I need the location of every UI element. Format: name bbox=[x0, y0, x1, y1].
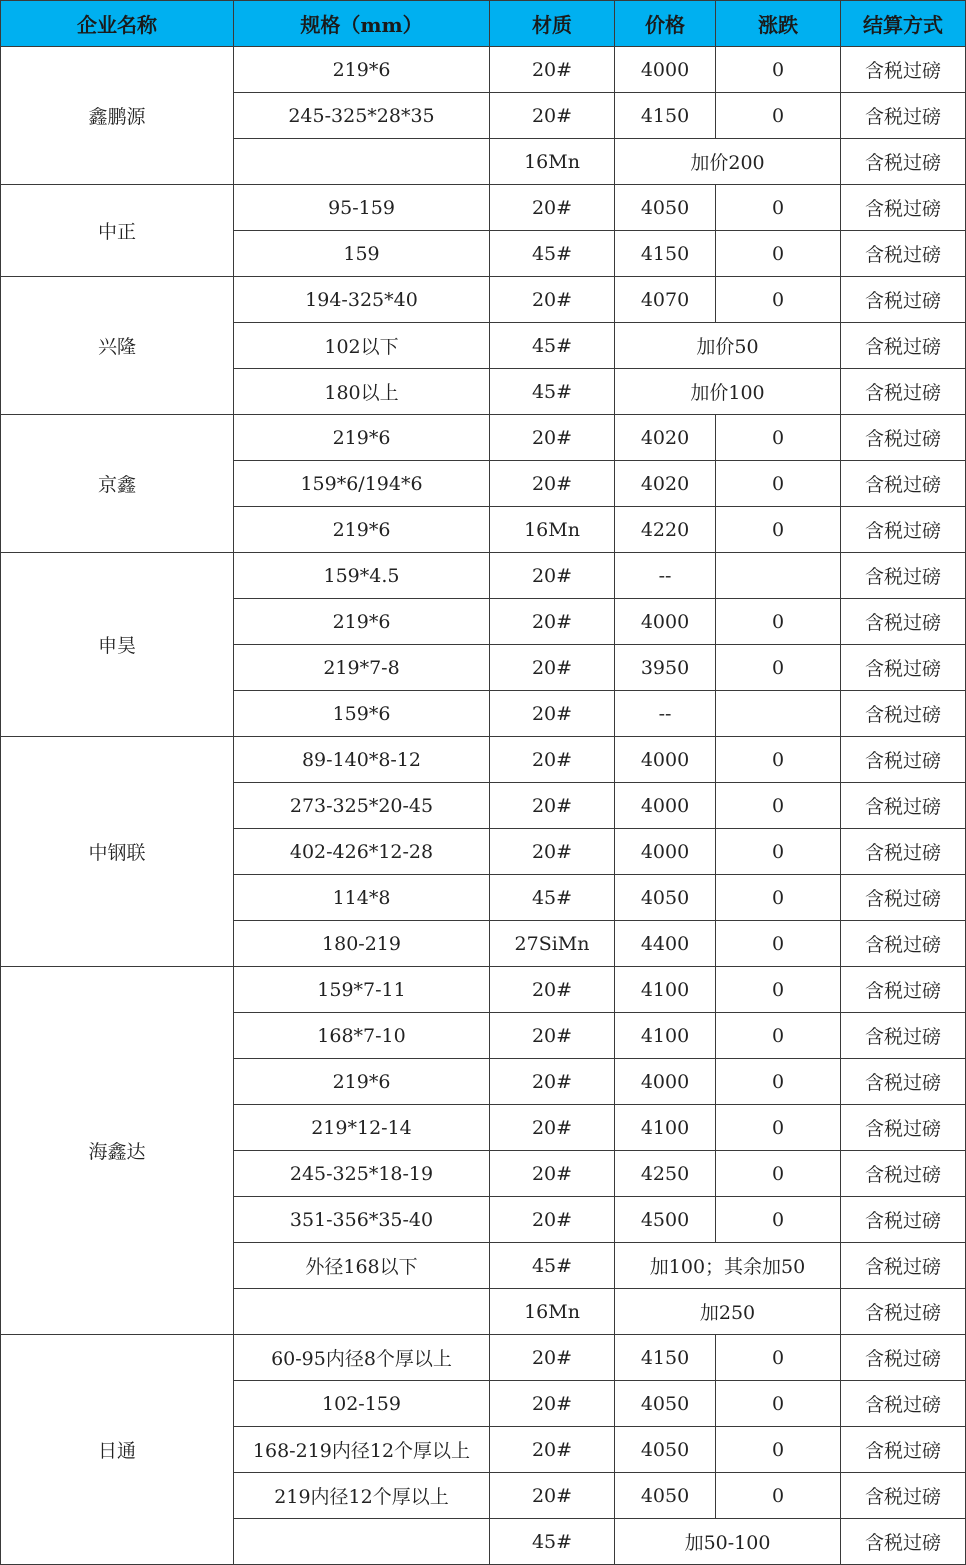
material-cell: 20# bbox=[490, 645, 615, 691]
spec-cell: 159*4.5 bbox=[234, 553, 490, 599]
price-cell: 4220 bbox=[615, 507, 716, 553]
material-cell: 45# bbox=[490, 1243, 615, 1289]
spec-cell: 外径168以下 bbox=[234, 1243, 490, 1289]
material-cell: 45# bbox=[490, 875, 615, 921]
spec-cell: 159*6 bbox=[234, 691, 490, 737]
company-name-cell: 鑫鹏源 bbox=[1, 47, 234, 185]
material-cell: 20# bbox=[490, 1197, 615, 1243]
spec-cell: 219*6 bbox=[234, 507, 490, 553]
settlement-cell: 含税过磅 bbox=[841, 231, 966, 277]
material-cell: 20# bbox=[490, 829, 615, 875]
material-cell: 45# bbox=[490, 231, 615, 277]
spec-cell: 102-159 bbox=[234, 1381, 490, 1427]
header-spec: 规格（mm） bbox=[234, 1, 490, 47]
spec-cell: 89-140*8-12 bbox=[234, 737, 490, 783]
change-cell: 0 bbox=[716, 783, 841, 829]
material-cell: 16Mn bbox=[490, 507, 615, 553]
spec-cell: 402-426*12-28 bbox=[234, 829, 490, 875]
price-cell: 4070 bbox=[615, 277, 716, 323]
settlement-cell: 含税过磅 bbox=[841, 185, 966, 231]
settlement-cell: 含税过磅 bbox=[841, 1151, 966, 1197]
change-cell: 0 bbox=[716, 507, 841, 553]
settlement-cell: 含税过磅 bbox=[841, 1105, 966, 1151]
spec-cell: 245-325*18-19 bbox=[234, 1151, 490, 1197]
material-cell: 27SiMn bbox=[490, 921, 615, 967]
spec-cell: 180以上 bbox=[234, 369, 490, 415]
price-note-cell: 加价50 bbox=[615, 323, 841, 369]
price-note-cell: 加250 bbox=[615, 1289, 841, 1335]
price-cell: 4000 bbox=[615, 47, 716, 93]
header-company: 企业名称 bbox=[1, 1, 234, 47]
change-cell: 0 bbox=[716, 1059, 841, 1105]
settlement-cell: 含税过磅 bbox=[841, 47, 966, 93]
spec-cell: 219*12-14 bbox=[234, 1105, 490, 1151]
settlement-cell: 含税过磅 bbox=[841, 967, 966, 1013]
material-cell: 20# bbox=[490, 1427, 615, 1473]
price-cell: 4100 bbox=[615, 1105, 716, 1151]
material-cell: 20# bbox=[490, 415, 615, 461]
spec-cell: 245-325*28*35 bbox=[234, 93, 490, 139]
settlement-cell: 含税过磅 bbox=[841, 737, 966, 783]
material-cell: 16Mn bbox=[490, 1289, 615, 1335]
material-cell: 20# bbox=[490, 737, 615, 783]
price-cell: 4100 bbox=[615, 1013, 716, 1059]
change-cell: 0 bbox=[716, 415, 841, 461]
spec-cell: 219*6 bbox=[234, 599, 490, 645]
price-cell: 4000 bbox=[615, 737, 716, 783]
price-cell: -- bbox=[615, 691, 716, 737]
settlement-cell: 含税过磅 bbox=[841, 323, 966, 369]
change-cell: 0 bbox=[716, 231, 841, 277]
change-cell: 0 bbox=[716, 93, 841, 139]
spec-cell: 159*7-11 bbox=[234, 967, 490, 1013]
spec-cell: 219*6 bbox=[234, 1059, 490, 1105]
change-cell: 0 bbox=[716, 1473, 841, 1519]
settlement-cell: 含税过磅 bbox=[841, 277, 966, 323]
spec-cell: 95-159 bbox=[234, 185, 490, 231]
price-cell: 4100 bbox=[615, 967, 716, 1013]
price-cell: 4150 bbox=[615, 231, 716, 277]
settlement-cell: 含税过磅 bbox=[841, 1473, 966, 1519]
price-cell: 4000 bbox=[615, 599, 716, 645]
material-cell: 20# bbox=[490, 93, 615, 139]
material-cell: 20# bbox=[490, 691, 615, 737]
price-cell: 4000 bbox=[615, 829, 716, 875]
change-cell: 0 bbox=[716, 1151, 841, 1197]
spec-cell: 219*6 bbox=[234, 47, 490, 93]
spec-cell: 168*7-10 bbox=[234, 1013, 490, 1059]
material-cell: 20# bbox=[490, 1335, 615, 1381]
material-cell: 16Mn bbox=[490, 139, 615, 185]
company-name-cell: 中正 bbox=[1, 185, 234, 277]
settlement-cell: 含税过磅 bbox=[841, 1427, 966, 1473]
change-cell: 0 bbox=[716, 47, 841, 93]
change-cell: 0 bbox=[716, 599, 841, 645]
settlement-cell: 含税过磅 bbox=[841, 1335, 966, 1381]
spec-cell: 168-219内径12个厚以上 bbox=[234, 1427, 490, 1473]
spec-cell bbox=[234, 139, 490, 185]
price-cell: 4020 bbox=[615, 415, 716, 461]
settlement-cell: 含税过磅 bbox=[841, 139, 966, 185]
spec-cell: 159*6/194*6 bbox=[234, 461, 490, 507]
material-cell: 20# bbox=[490, 1381, 615, 1427]
material-cell: 20# bbox=[490, 1013, 615, 1059]
settlement-cell: 含税过磅 bbox=[841, 1197, 966, 1243]
settlement-cell: 含税过磅 bbox=[841, 369, 966, 415]
material-cell: 20# bbox=[490, 185, 615, 231]
change-cell bbox=[716, 691, 841, 737]
settlement-cell: 含税过磅 bbox=[841, 461, 966, 507]
settlement-cell: 含税过磅 bbox=[841, 875, 966, 921]
table-row bbox=[1, 277, 966, 323]
price-cell: 4050 bbox=[615, 1473, 716, 1519]
material-cell: 45# bbox=[490, 1519, 615, 1565]
spec-cell: 219*6 bbox=[234, 415, 490, 461]
price-cell: 4050 bbox=[615, 875, 716, 921]
price-cell: 4250 bbox=[615, 1151, 716, 1197]
settlement-cell: 含税过磅 bbox=[841, 645, 966, 691]
material-cell: 20# bbox=[490, 967, 615, 1013]
settlement-cell: 含税过磅 bbox=[841, 1289, 966, 1335]
company-name-cell: 京鑫 bbox=[1, 415, 234, 553]
table-row bbox=[1, 553, 966, 599]
material-cell: 20# bbox=[490, 277, 615, 323]
price-cell: 4150 bbox=[615, 1335, 716, 1381]
price-note-cell: 加50-100 bbox=[615, 1519, 841, 1565]
company-name-cell: 申昊 bbox=[1, 553, 234, 737]
change-cell: 0 bbox=[716, 185, 841, 231]
settlement-cell: 含税过磅 bbox=[841, 599, 966, 645]
company-name-cell: 海鑫达 bbox=[1, 967, 234, 1335]
change-cell: 0 bbox=[716, 737, 841, 783]
table-row bbox=[1, 47, 966, 93]
change-cell: 0 bbox=[716, 875, 841, 921]
price-note-cell: 加价200 bbox=[615, 139, 841, 185]
material-cell: 20# bbox=[490, 783, 615, 829]
settlement-cell: 含税过磅 bbox=[841, 93, 966, 139]
spec-cell: 60-95内径8个厚以上 bbox=[234, 1335, 490, 1381]
spec-cell bbox=[234, 1519, 490, 1565]
table-row bbox=[1, 415, 966, 461]
settlement-cell: 含税过磅 bbox=[841, 507, 966, 553]
spec-cell: 102以下 bbox=[234, 323, 490, 369]
company-name-cell: 兴隆 bbox=[1, 277, 234, 415]
price-cell: 4050 bbox=[615, 1427, 716, 1473]
change-cell: 0 bbox=[716, 461, 841, 507]
change-cell: 0 bbox=[716, 1335, 841, 1381]
settlement-cell: 含税过磅 bbox=[841, 783, 966, 829]
material-cell: 20# bbox=[490, 553, 615, 599]
change-cell bbox=[716, 553, 841, 599]
change-cell: 0 bbox=[716, 1105, 841, 1151]
price-cell: 4500 bbox=[615, 1197, 716, 1243]
company-name-cell: 中钢联 bbox=[1, 737, 234, 967]
price-note-cell: 加100；其余加50 bbox=[615, 1243, 841, 1289]
change-cell: 0 bbox=[716, 645, 841, 691]
spec-cell: 273-325*20-45 bbox=[234, 783, 490, 829]
material-cell: 20# bbox=[490, 599, 615, 645]
material-cell: 20# bbox=[490, 1473, 615, 1519]
price-cell: 4050 bbox=[615, 185, 716, 231]
header-material: 材质 bbox=[490, 1, 615, 47]
price-cell: 4050 bbox=[615, 1381, 716, 1427]
spec-cell: 194-325*40 bbox=[234, 277, 490, 323]
settlement-cell: 含税过磅 bbox=[841, 1013, 966, 1059]
table-row bbox=[1, 967, 966, 1013]
change-cell: 0 bbox=[716, 829, 841, 875]
table-row bbox=[1, 737, 966, 783]
settlement-cell: 含税过磅 bbox=[841, 1519, 966, 1565]
price-cell: -- bbox=[615, 553, 716, 599]
header-change: 涨跌 bbox=[716, 1, 841, 47]
material-cell: 45# bbox=[490, 323, 615, 369]
price-cell: 4150 bbox=[615, 93, 716, 139]
spec-cell: 180-219 bbox=[234, 921, 490, 967]
company-name-cell: 日通 bbox=[1, 1335, 234, 1565]
spec-cell: 219内径12个厚以上 bbox=[234, 1473, 490, 1519]
material-cell: 20# bbox=[490, 47, 615, 93]
spec-cell: 219*7-8 bbox=[234, 645, 490, 691]
price-cell: 4400 bbox=[615, 921, 716, 967]
price-cell: 4000 bbox=[615, 783, 716, 829]
material-cell: 20# bbox=[490, 1059, 615, 1105]
settlement-cell: 含税过磅 bbox=[841, 1243, 966, 1289]
price-cell: 3950 bbox=[615, 645, 716, 691]
spec-cell bbox=[234, 1289, 490, 1335]
settlement-cell: 含税过磅 bbox=[841, 415, 966, 461]
spec-cell: 159 bbox=[234, 231, 490, 277]
settlement-cell: 含税过磅 bbox=[841, 691, 966, 737]
settlement-cell: 含税过磅 bbox=[841, 921, 966, 967]
table-body bbox=[1, 47, 966, 1565]
change-cell: 0 bbox=[716, 1381, 841, 1427]
settlement-cell: 含税过磅 bbox=[841, 1381, 966, 1427]
table-row bbox=[1, 185, 966, 231]
header-settlement: 结算方式 bbox=[841, 1, 966, 47]
settlement-cell: 含税过磅 bbox=[841, 1059, 966, 1105]
price-note-cell: 加价100 bbox=[615, 369, 841, 415]
material-cell: 20# bbox=[490, 1151, 615, 1197]
material-cell: 20# bbox=[490, 1105, 615, 1151]
price-cell: 4020 bbox=[615, 461, 716, 507]
material-cell: 20# bbox=[490, 461, 615, 507]
settlement-cell: 含税过磅 bbox=[841, 829, 966, 875]
spec-cell: 114*8 bbox=[234, 875, 490, 921]
change-cell: 0 bbox=[716, 921, 841, 967]
change-cell: 0 bbox=[716, 1013, 841, 1059]
price-cell: 4000 bbox=[615, 1059, 716, 1105]
change-cell: 0 bbox=[716, 1427, 841, 1473]
material-cell: 45# bbox=[490, 369, 615, 415]
change-cell: 0 bbox=[716, 967, 841, 1013]
change-cell: 0 bbox=[716, 277, 841, 323]
table-row bbox=[1, 1335, 966, 1381]
spec-cell: 351-356*35-40 bbox=[234, 1197, 490, 1243]
settlement-cell: 含税过磅 bbox=[841, 553, 966, 599]
change-cell: 0 bbox=[716, 1197, 841, 1243]
header-price: 价格 bbox=[615, 1, 716, 47]
header-row bbox=[1, 1, 966, 47]
